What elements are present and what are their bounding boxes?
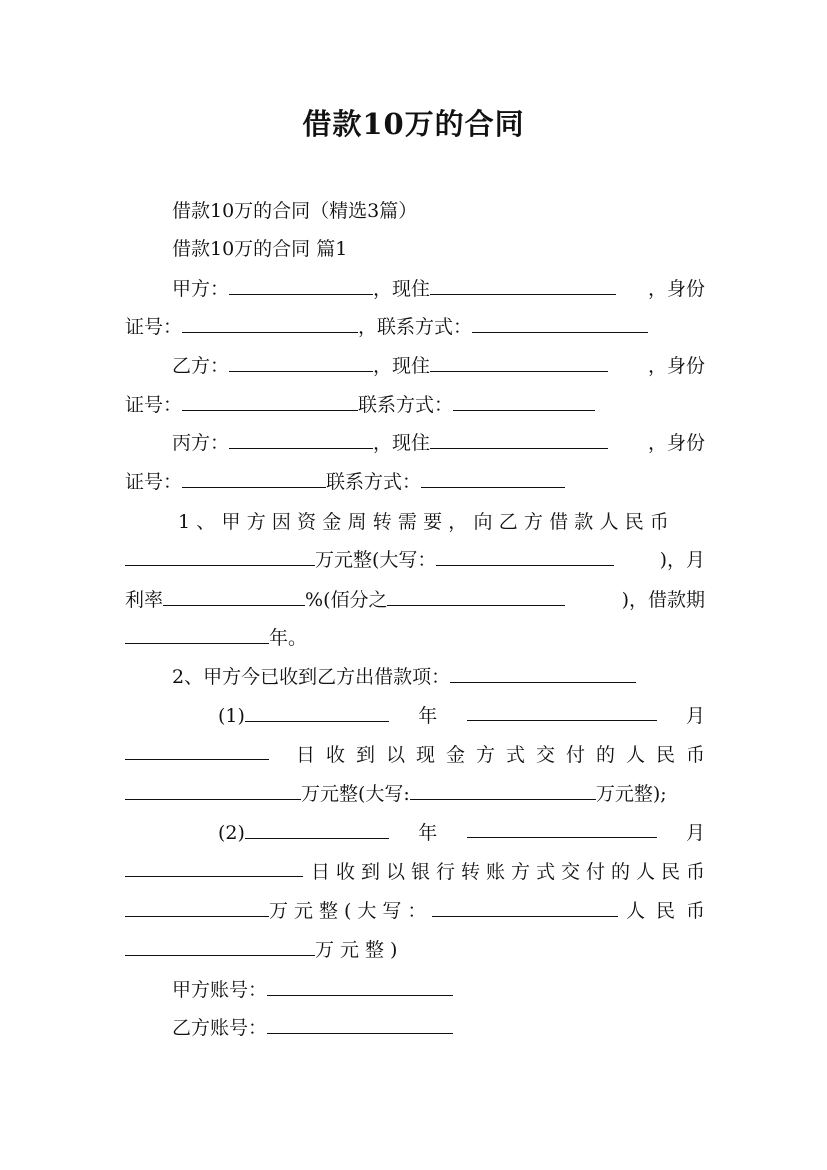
- item-2-number: (2): [218, 822, 245, 844]
- monthly-label: )，月: [659, 549, 705, 571]
- amount-end-label: 万元整): [315, 939, 404, 961]
- clause-2-text: 2、甲方今已收到乙方出借款项：: [172, 666, 451, 688]
- blank-field[interactable]: [125, 860, 303, 877]
- id-tail-label: ，身份: [647, 278, 705, 300]
- blank-field[interactable]: [467, 821, 657, 838]
- item-2-line-2: [125, 860, 711, 884]
- blank-field[interactable]: [472, 316, 648, 333]
- account-b-label: 乙方账号：: [172, 1017, 268, 1039]
- party-a-line-2: [125, 315, 705, 339]
- year-label: 年。: [269, 627, 308, 649]
- party-c-line: [172, 431, 705, 455]
- amount-label: 万元整(大写：: [269, 900, 433, 922]
- blank-field[interactable]: [453, 394, 595, 411]
- party-b-line-2: [125, 393, 705, 417]
- intro-subheading: 借款10万的合同 篇1: [172, 238, 348, 260]
- blank-field[interactable]: [125, 939, 315, 956]
- id-tail-label: ，身份: [647, 432, 705, 454]
- party-a-label: 甲方：: [172, 278, 230, 300]
- item-2-line-4: [125, 938, 705, 962]
- account-a-line: [172, 978, 705, 1002]
- month-label: 月: [685, 705, 705, 727]
- year-label: 年: [418, 705, 438, 727]
- item-1-line: [218, 704, 705, 728]
- id-head-label: 证号：: [125, 394, 183, 416]
- blank-field[interactable]: [245, 822, 389, 839]
- party-a-line: [172, 277, 705, 301]
- blank-field[interactable]: [229, 278, 373, 295]
- blank-field[interactable]: [229, 432, 373, 449]
- blank-field[interactable]: [182, 471, 326, 488]
- bank-text: 日收到以银行转账方式交付的人民币: [310, 861, 711, 883]
- clause-1-line-3: [125, 588, 705, 612]
- party-c-line-2: [125, 470, 705, 494]
- blank-field[interactable]: [436, 549, 614, 566]
- rate-label: 利率: [125, 589, 164, 611]
- clause-1-text: 1、甲方因资金周转需要，向乙方借款人民币: [178, 511, 676, 533]
- item-1-number: (1): [218, 705, 245, 727]
- intro-heading: 借款10万的合同（精选3篇）: [172, 200, 418, 222]
- id-head-label: 证号：: [125, 471, 183, 493]
- amount-end-label: 万元整);: [595, 783, 667, 805]
- percent-label: %(佰分之: [305, 589, 388, 611]
- blank-field[interactable]: [245, 705, 389, 722]
- blank-field[interactable]: [125, 549, 315, 566]
- item-2-line: [218, 821, 705, 845]
- party-c-label: 丙方：: [172, 432, 230, 454]
- account-b-line: [172, 1016, 705, 1040]
- party-b-line: [172, 354, 705, 378]
- item-1-line-3: [125, 782, 705, 806]
- blank-field[interactable]: [267, 979, 453, 996]
- blank-field[interactable]: [430, 278, 616, 295]
- amount-label: 万元整(大写:: [301, 783, 410, 805]
- party-b-label: 乙方：: [172, 355, 230, 377]
- amount-label: 万元整(大写：: [315, 549, 437, 571]
- blank-field[interactable]: [267, 1017, 453, 1034]
- page-title: 借款10万的合同: [302, 107, 525, 141]
- item-2-line-3: [125, 899, 716, 923]
- blank-field[interactable]: [421, 471, 565, 488]
- clause-1-line-4: [125, 626, 705, 650]
- clause-2-line: [172, 665, 705, 689]
- account-a-label: 甲方账号：: [172, 979, 268, 1001]
- address-label: ，现住: [373, 355, 431, 377]
- blank-field[interactable]: [163, 589, 305, 606]
- blank-field[interactable]: [125, 783, 301, 800]
- blank-field[interactable]: [125, 743, 269, 760]
- blank-field[interactable]: [387, 589, 565, 606]
- blank-field[interactable]: [430, 432, 608, 449]
- blank-field[interactable]: [229, 355, 373, 372]
- blank-field[interactable]: [467, 704, 657, 721]
- term-label: )，借款期: [621, 589, 705, 611]
- blank-field[interactable]: [450, 666, 636, 683]
- rmb-label: 人民币: [625, 900, 716, 922]
- blank-field[interactable]: [182, 394, 358, 411]
- cash-text: 日收到以现金方式交付的人民币: [295, 744, 716, 766]
- contact-label: ，联系方式：: [358, 316, 473, 338]
- contact-label: 联系方式：: [326, 471, 422, 493]
- item-1-line-2: [125, 743, 716, 767]
- year-label: 年: [418, 822, 438, 844]
- blank-field[interactable]: [430, 355, 608, 372]
- address-label: ，现住: [373, 432, 431, 454]
- contact-label: 联系方式：: [358, 394, 454, 416]
- blank-field[interactable]: [410, 783, 596, 800]
- month-label: 月: [685, 822, 705, 844]
- blank-field[interactable]: [182, 316, 358, 333]
- blank-field[interactable]: [125, 900, 269, 917]
- blank-field[interactable]: [125, 627, 269, 644]
- address-label: ，现住: [373, 278, 431, 300]
- blank-field[interactable]: [432, 900, 618, 917]
- id-head-label: 证号：: [125, 316, 183, 338]
- id-tail-label: ，身份: [647, 355, 705, 377]
- clause-1-line-2: [125, 548, 705, 572]
